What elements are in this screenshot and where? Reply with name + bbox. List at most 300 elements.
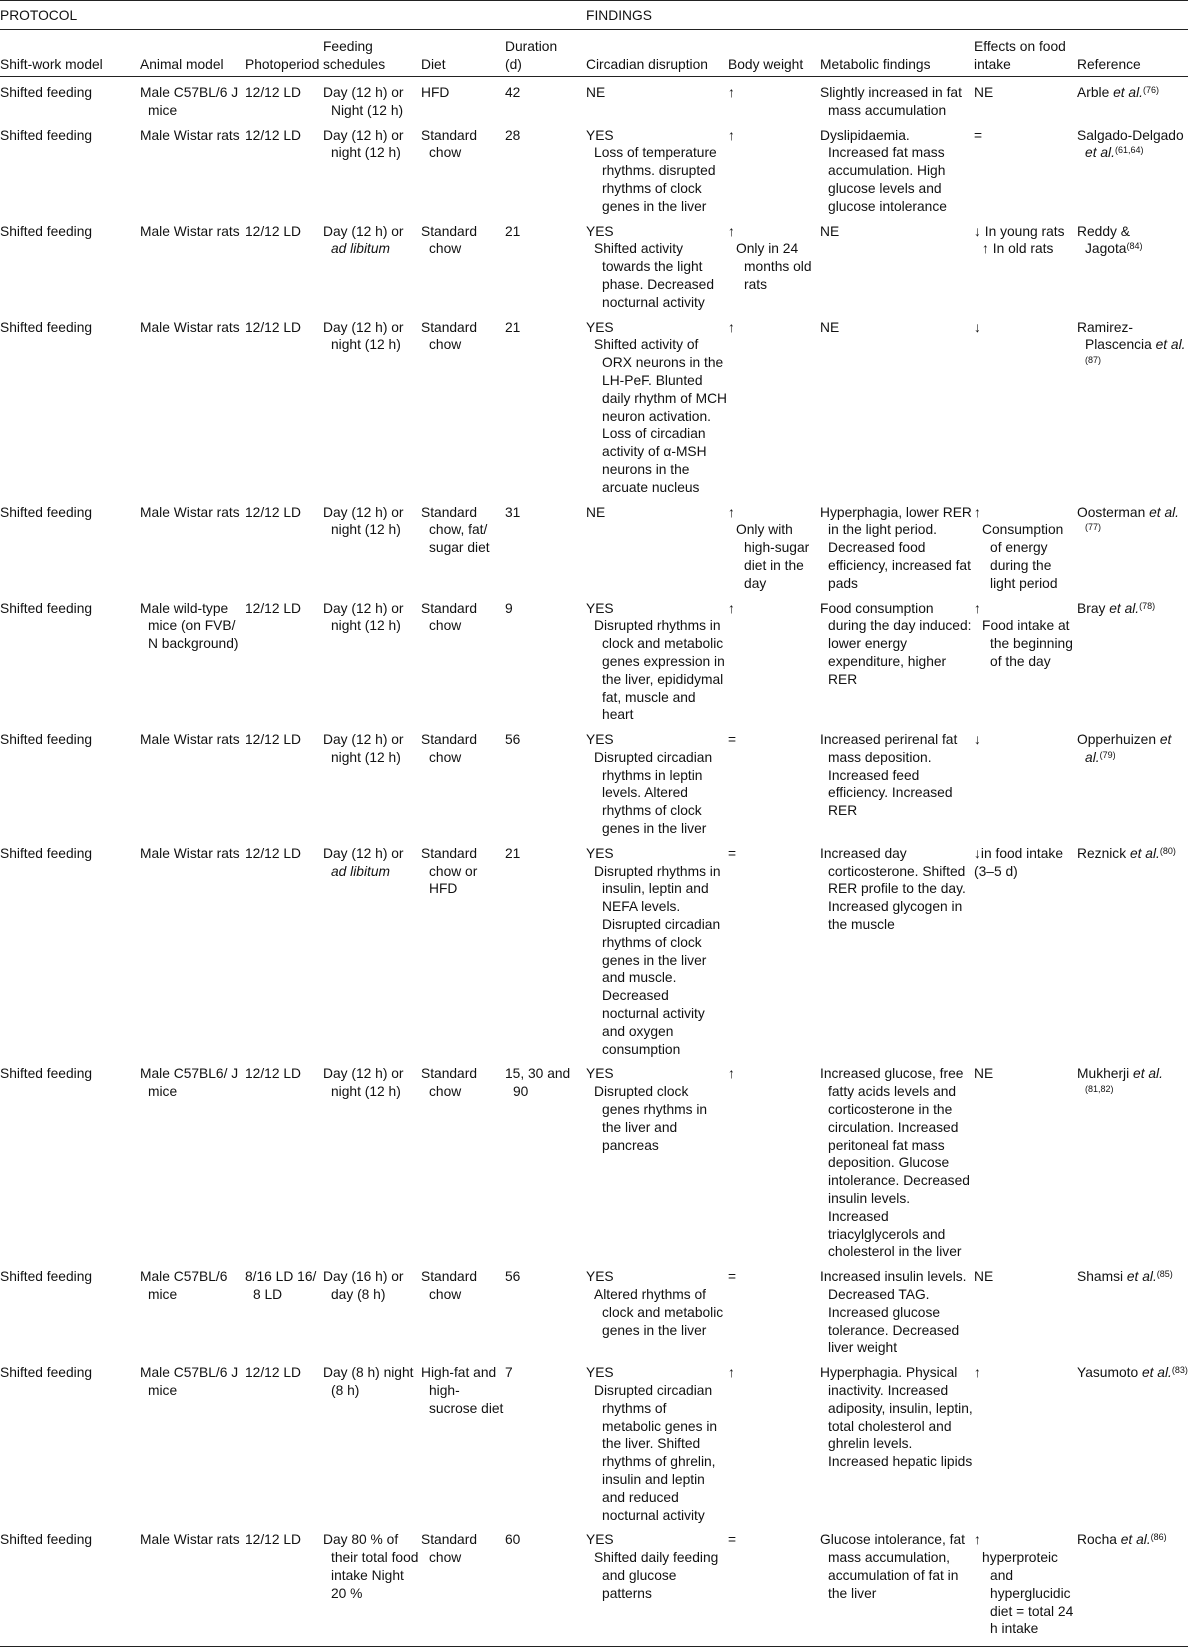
cell-photoperiod-text: 12/12 LD <box>245 1066 301 1082</box>
reference-citation: (79) <box>1099 749 1116 760</box>
cell-animal-text: Male Wistar rats <box>140 223 240 239</box>
reference-author: Yasumoto <box>1077 1365 1142 1381</box>
cell-body-weight <box>728 1058 820 1261</box>
cell-diet-text: Standard chow <box>421 223 477 257</box>
cell-diet-text: Standard chow <box>421 1532 477 1566</box>
cell-metabolic-text: Increased perirenal fat mass deposition. Increased feed efficiency. Increased RER <box>820 732 958 819</box>
cell-photoperiod-text: 12/12 LD <box>245 85 301 100</box>
cell-model-text: Shifted feeding <box>0 85 93 100</box>
reference-etal: et al. <box>1129 845 1160 861</box>
reference-author: Arble <box>1077 85 1114 100</box>
cell-food-intake-body: Food intake at the beginning of the day <box>982 618 1073 669</box>
cell-duration <box>505 312 576 497</box>
cell-duration-text: 21 <box>505 845 521 861</box>
cell-metabolic <box>820 497 974 593</box>
cell-animal-text: Male C57BL/6 J mice <box>140 85 239 118</box>
cell-metabolic <box>820 77 974 120</box>
cell-animal <box>140 1357 245 1524</box>
cell-model <box>0 497 140 593</box>
cell-photoperiod <box>245 77 323 120</box>
cell-metabolic <box>820 1058 974 1261</box>
cell-circadian <box>576 497 728 593</box>
reference-author: Oosterman <box>1077 504 1150 520</box>
reference-author: Rocha <box>1077 1532 1121 1548</box>
cell-food-intake <box>974 593 1077 725</box>
cell-circadian-body: Disrupted circadian rhythms of metabolic genes in the liver. Shifted rhythms of ghrelin, insulin and leptin and reduced nocturnal activity <box>594 1382 718 1523</box>
cell-feeding <box>323 1524 421 1646</box>
cell-metabolic-text: Hyperphagia. Physical inactivity. Increased adiposity, insulin, leptin, total cholesterol and ghrelin levels. Increased hepatic lipids <box>820 1365 973 1470</box>
cell-duration-text: 15, 30 and 90 <box>505 1066 571 1100</box>
cell-photoperiod-text: 12/12 LD <box>245 1365 301 1381</box>
cell-photoperiod <box>245 120 323 216</box>
cell-diet <box>421 724 505 838</box>
cell-body-weight <box>728 724 820 838</box>
cell-diet <box>421 838 505 1059</box>
cell-diet-text: Standard chow <box>421 1066 477 1100</box>
cell-circadian-body: Disrupted rhythms in insulin, leptin and NEFA levels. Disrupted circadian rhythms of clock genes in the liver and muscle. Decreased nocturnal activity and oxygen consumption <box>594 863 721 1057</box>
cell-body-weight <box>728 593 820 725</box>
cell-animal <box>140 724 245 838</box>
reference-etal: et al. <box>1126 1269 1157 1285</box>
col-photoperiod: Photoperiod <box>245 30 323 77</box>
reference-citation: (85) <box>1156 1269 1173 1280</box>
cell-model-text: Shifted feeding <box>0 1269 93 1285</box>
cell-duration-text: 28 <box>505 127 521 143</box>
cell-photoperiod-text: 12/12 LD <box>245 845 301 861</box>
feeding-italic: ad libitum <box>331 241 391 257</box>
reference-text <box>1077 600 1188 618</box>
reference-author: Ramirez-Plascencia <box>1077 319 1156 353</box>
cell-circadian <box>576 593 728 725</box>
cell-food-intake-head: ↓ <box>974 319 981 335</box>
cell-animal <box>140 497 245 593</box>
col-shift-work-model: Shift-work model <box>0 30 140 77</box>
cell-food-intake <box>974 216 1077 312</box>
cell-feeding-text: Day (16 h) or day (8 h) <box>323 1269 404 1302</box>
col-animal-model: Animal model <box>140 30 245 77</box>
cell-reference <box>1077 838 1188 1059</box>
cell-feeding <box>323 593 421 725</box>
cell-food-intake-head: ↓ <box>974 732 981 748</box>
cell-body-weight-head: ↑ <box>728 600 735 616</box>
cell-reference <box>1077 1058 1188 1261</box>
reference-etal: et al. <box>1149 504 1180 520</box>
reference-etal: et al. <box>1109 600 1140 616</box>
col-feeding-schedules: Feeding schedules <box>323 30 421 77</box>
reference-etal: et al. <box>1141 1365 1172 1381</box>
table-row <box>0 593 1188 725</box>
cell-body-weight <box>728 120 820 216</box>
cell-food-intake-head: ↑ <box>974 600 981 616</box>
table-row <box>0 216 1188 312</box>
cell-metabolic <box>820 724 974 838</box>
cell-metabolic-text: Slightly increased in fat mass accumulation <box>820 85 962 118</box>
cell-feeding <box>323 724 421 838</box>
cell-animal <box>140 1524 245 1646</box>
reference-author: Bray <box>1077 600 1110 616</box>
cell-circadian-body: Altered rhythms of clock and metabolic genes in the liver <box>594 1287 724 1338</box>
reference-text <box>1077 1531 1188 1549</box>
cell-circadian <box>576 1261 728 1357</box>
reference-text <box>1077 1268 1188 1286</box>
cell-circadian-body: Shifted daily feeding and glucose patterns <box>594 1550 719 1601</box>
cell-animal-text: Male wild-type mice (on FVB/ N background) <box>140 600 239 652</box>
cell-reference <box>1077 497 1188 593</box>
cell-metabolic-text: Glucose intolerance, fat mass accumulation, accumulation of fat in the liver <box>820 1532 965 1601</box>
cell-food-intake <box>974 497 1077 593</box>
cell-circadian-head: NE <box>586 85 606 100</box>
cell-duration <box>505 1357 576 1524</box>
reference-author: Mukherji <box>1077 1066 1134 1082</box>
cell-food-intake-body: hyperproteic and hyperglucidic diet = total 24 h intake <box>982 1550 1074 1637</box>
cell-metabolic <box>820 1524 974 1646</box>
cell-body-weight <box>728 1261 820 1357</box>
col-body-weight: Body weight <box>728 30 820 77</box>
cell-animal-text: Male Wistar rats <box>140 127 240 143</box>
cell-metabolic <box>820 1357 974 1524</box>
cell-feeding-text: Day (12 h) or night (12 h) <box>323 127 404 161</box>
cell-photoperiod <box>245 1357 323 1524</box>
cell-animal <box>140 593 245 725</box>
cell-body-weight-body: Only in 24 months old rats <box>736 241 812 292</box>
cell-feeding-text <box>323 845 421 881</box>
cell-duration-text: 7 <box>505 1365 513 1381</box>
cell-food-intake <box>974 1261 1077 1357</box>
cell-body-weight-head: ↑ <box>728 319 735 335</box>
cell-feeding <box>323 1357 421 1524</box>
cell-metabolic <box>820 120 974 216</box>
cell-diet-text: High-fat and high-sucrose diet <box>421 1365 504 1416</box>
cell-photoperiod <box>245 1524 323 1646</box>
cell-model-text: Shifted feeding <box>0 223 93 239</box>
cell-photoperiod <box>245 1058 323 1261</box>
cell-body-weight <box>728 77 820 120</box>
table-row <box>0 120 1188 216</box>
cell-diet-text: Standard chow <box>421 319 477 353</box>
cell-model-text: Shifted feeding <box>0 732 93 748</box>
col-circadian-disruption: Circadian disruption <box>576 30 728 77</box>
table-row <box>0 1357 1188 1524</box>
cell-diet-text: Standard chow <box>421 600 477 634</box>
reference-etal: et al. <box>1085 145 1115 161</box>
cell-body-weight <box>728 312 820 497</box>
reference-text <box>1077 319 1188 372</box>
cell-circadian-head: YES <box>586 1532 614 1548</box>
table-row <box>0 838 1188 1059</box>
cell-animal <box>140 1261 245 1357</box>
cell-circadian-head: YES <box>586 223 614 239</box>
cell-model <box>0 593 140 725</box>
cell-photoperiod-text: 8/16 LD 16/ 8 LD <box>245 1269 317 1302</box>
cell-animal <box>140 1058 245 1261</box>
cell-animal-text: Male C57BL/6 mice <box>140 1269 228 1302</box>
reference-etal: et al. <box>1085 732 1172 765</box>
cell-photoperiod-text: 12/12 LD <box>245 504 301 520</box>
cell-model-text: Shifted feeding <box>0 845 93 861</box>
cell-food-intake <box>974 1357 1077 1524</box>
cell-feeding-text: Day (12 h) or night (12 h) <box>323 319 404 353</box>
reference-author: Reznick <box>1077 845 1130 861</box>
cell-duration-text: 21 <box>505 223 521 239</box>
cell-duration <box>505 120 576 216</box>
cell-food-intake-head: ↑ <box>974 1365 981 1381</box>
cell-body-weight-body: Only with high-sugar diet in the day <box>736 522 810 591</box>
cell-circadian-body: Shifted activity of ORX neurons in the LH-PeF. Blunted daily rhythm of MCH neuron activation. Loss of circadian activity of α-MSH neurons in the arcuate nucleus <box>594 337 727 495</box>
reference-text <box>1077 223 1188 259</box>
cell-model-text: Shifted feeding <box>0 1365 93 1381</box>
cell-animal <box>140 216 245 312</box>
reference-text <box>1077 1364 1188 1382</box>
cell-body-weight-head: = <box>728 732 737 748</box>
cell-circadian-head: YES <box>586 1269 614 1285</box>
table-row <box>0 1261 1188 1357</box>
cell-duration <box>505 216 576 312</box>
cell-reference <box>1077 77 1188 120</box>
cell-circadian <box>576 312 728 497</box>
cell-circadian-head: YES <box>586 1365 614 1381</box>
cell-diet <box>421 120 505 216</box>
cell-body-weight <box>728 216 820 312</box>
cell-metabolic <box>820 593 974 725</box>
reference-text <box>1077 504 1188 540</box>
cell-animal-text: Male Wistar rats <box>140 1532 240 1548</box>
cell-photoperiod-text: 12/12 LD <box>245 127 301 143</box>
cell-metabolic <box>820 1261 974 1357</box>
cell-reference <box>1077 120 1188 216</box>
group-findings: FINDINGS <box>576 1 1188 30</box>
feeding-italic: ad libitum <box>331 863 391 879</box>
cell-circadian-head: YES <box>586 319 614 335</box>
cell-metabolic-text: Food consumption during the day induced: lower energy expenditure, higher RER <box>820 600 972 687</box>
cell-duration-text: 60 <box>505 1532 521 1548</box>
cell-duration <box>505 1058 576 1261</box>
cell-photoperiod <box>245 593 323 725</box>
table-row <box>0 724 1188 838</box>
col-duration: Duration (d) <box>505 30 576 77</box>
reference-citation: (76) <box>1143 85 1160 95</box>
cell-metabolic <box>820 216 974 312</box>
cell-food-intake-head: ↓in food intake (3–5 d) <box>974 845 1064 879</box>
table-row <box>0 1524 1188 1646</box>
cell-food-intake-head: ↓ In young rats <box>974 223 1065 239</box>
cell-photoperiod-text: 12/12 LD <box>245 600 301 616</box>
cell-body-weight-head: ↑ <box>728 504 735 520</box>
reference-etal: et al. <box>1155 337 1186 353</box>
cell-body-weight <box>728 497 820 593</box>
cell-model-text: Shifted feeding <box>0 1066 93 1082</box>
cell-metabolic-text: Hyperphagia, lower RER in the light period. Decreased food efficiency, increased fat pads <box>820 504 972 591</box>
cell-body-weight-head: ↑ <box>728 127 735 143</box>
cell-duration-text: 31 <box>505 504 521 520</box>
cell-circadian-body: Loss of temperature rhythms. disrupted rhythms of clock genes in the liver <box>594 145 717 214</box>
cell-model <box>0 838 140 1059</box>
cell-photoperiod <box>245 724 323 838</box>
cell-diet <box>421 312 505 497</box>
cell-diet-text: Standard chow <box>421 732 477 765</box>
reference-citation: (87) <box>1085 355 1102 366</box>
col-metabolic-findings: Metabolic findings <box>820 30 974 77</box>
reference-text <box>1077 84 1188 102</box>
reference-etal: et al. <box>1113 85 1143 100</box>
cell-diet <box>421 1524 505 1646</box>
cell-model <box>0 1524 140 1646</box>
cell-diet <box>421 1058 505 1261</box>
cell-photoperiod-text: 12/12 LD <box>245 223 301 239</box>
cell-body-weight-head: = <box>728 1269 737 1285</box>
cell-circadian-body: Shifted activity towards the light phase. Decreased nocturnal activity <box>594 241 715 310</box>
reference-citation: (61,64) <box>1114 145 1144 156</box>
cell-food-intake <box>974 77 1077 120</box>
cell-animal <box>140 312 245 497</box>
reference-citation: (77) <box>1085 522 1102 533</box>
cell-metabolic-text: Increased insulin levels. Decreased TAG. Increased glucose tolerance. Decreased liver weight <box>820 1269 967 1356</box>
cell-photoperiod <box>245 838 323 1059</box>
reference-text <box>1077 845 1188 863</box>
cell-animal <box>140 77 245 120</box>
cell-reference <box>1077 1524 1188 1646</box>
cell-photoperiod <box>245 1261 323 1357</box>
cell-circadian <box>576 120 728 216</box>
cell-model <box>0 724 140 838</box>
cell-body-weight-head: ↑ <box>728 1365 735 1381</box>
cell-duration-text: 9 <box>505 600 513 616</box>
cell-metabolic-text: Increased day corticosterone. Shifted RER profile to the day. Increased glycogen in the muscle <box>820 845 966 933</box>
feeding-text: Day (12 h) or <box>323 223 404 239</box>
col-diet: Diet <box>421 30 505 77</box>
cell-diet <box>421 593 505 725</box>
cell-duration-text: 21 <box>505 319 521 335</box>
group-protocol: PROTOCOL <box>0 1 576 30</box>
cell-circadian <box>576 77 728 120</box>
cell-circadian-body: Disrupted clock genes rhythms in the liver and pancreas <box>594 1084 708 1153</box>
cell-diet-text: HFD <box>421 85 450 100</box>
cell-diet-text: Standard chow <box>421 1269 477 1302</box>
cell-model <box>0 120 140 216</box>
cell-feeding-text: Day (8 h) night (8 h) <box>323 1365 414 1398</box>
cell-circadian-head: YES <box>586 600 614 616</box>
cell-feeding <box>323 216 421 312</box>
cell-circadian <box>576 1524 728 1646</box>
cell-feeding-text <box>323 223 421 259</box>
cell-diet-text: Standard chow, fat/ sugar diet <box>421 504 490 556</box>
cell-body-weight <box>728 1524 820 1646</box>
cell-circadian-body: Disrupted rhythms in clock and metabolic genes expression in the liver, epididymal fat, muscle and heart <box>594 618 725 723</box>
cell-circadian <box>576 838 728 1059</box>
cell-duration-text: 56 <box>505 1269 521 1285</box>
reference-etal: et al. <box>1120 1532 1151 1548</box>
reference-citation: (84) <box>1126 241 1143 252</box>
cell-feeding-text: Day (12 h) or night (12 h) <box>323 504 404 538</box>
cell-duration-text: 56 <box>505 732 521 748</box>
cell-food-intake-head: ↑ <box>974 504 981 520</box>
table-body <box>0 77 1188 1647</box>
reference-etal: et al. <box>1133 1066 1163 1082</box>
cell-food-intake-head: NE <box>974 1269 994 1285</box>
cell-body-weight-head: ↑ <box>728 223 735 239</box>
cell-circadian <box>576 724 728 838</box>
cell-animal <box>140 838 245 1059</box>
cell-reference <box>1077 724 1188 838</box>
cell-duration <box>505 724 576 838</box>
cell-photoperiod <box>245 312 323 497</box>
cell-feeding-text: Day 80 % of their total food intake Night 20 % <box>323 1532 419 1601</box>
reference-text <box>1077 1065 1188 1101</box>
cell-circadian-head: YES <box>586 732 614 748</box>
cell-feeding <box>323 312 421 497</box>
cell-circadian-head: YES <box>586 127 614 143</box>
cell-circadian-body: Disrupted circadian rhythms in leptin levels. Altered rhythms of clock genes in the liver <box>594 749 713 837</box>
cell-model <box>0 1357 140 1524</box>
cell-food-intake-head: ↑ <box>974 1532 981 1548</box>
cell-photoperiod-text: 12/12 LD <box>245 1532 301 1548</box>
cell-body-weight-head: = <box>728 1532 737 1548</box>
cell-photoperiod <box>245 497 323 593</box>
cell-reference <box>1077 593 1188 725</box>
col-reference: Reference <box>1077 30 1188 77</box>
cell-food-intake <box>974 724 1077 838</box>
reference-citation: (80) <box>1159 845 1176 856</box>
cell-food-intake-head: NE <box>974 85 994 100</box>
cell-circadian-head: YES <box>586 845 614 861</box>
cell-food-intake <box>974 120 1077 216</box>
cell-food-intake-body: Consumption of energy during the light period <box>982 522 1064 591</box>
cell-duration <box>505 593 576 725</box>
cell-duration <box>505 1261 576 1357</box>
reference-citation: (81,82) <box>1085 1084 1114 1095</box>
cell-feeding <box>323 1261 421 1357</box>
cell-metabolic <box>820 312 974 497</box>
cell-duration <box>505 77 576 120</box>
cell-circadian <box>576 1357 728 1524</box>
reference-citation: (83) <box>1171 1365 1188 1376</box>
cell-model <box>0 216 140 312</box>
cell-body-weight-head: ↑ <box>728 85 735 100</box>
cell-feeding-text: Day (12 h) or night (12 h) <box>323 732 404 765</box>
cell-diet <box>421 77 505 120</box>
cell-model <box>0 77 140 120</box>
reference-citation: (86) <box>1150 1532 1167 1543</box>
cell-reference <box>1077 1261 1188 1357</box>
cell-animal-text: Male C57BL/6 J mice <box>140 1365 239 1398</box>
table-row <box>0 312 1188 497</box>
cell-photoperiod-text: 12/12 LD <box>245 732 301 748</box>
cell-food-intake <box>974 312 1077 497</box>
cell-feeding <box>323 838 421 1059</box>
cell-diet-text: Standard chow <box>421 127 477 161</box>
cell-reference <box>1077 1357 1188 1524</box>
cell-duration <box>505 838 576 1059</box>
cell-animal-text: Male C57BL6/ J mice <box>140 1066 239 1100</box>
cell-model-text: Shifted feeding <box>0 504 93 520</box>
cell-feeding-text: Day (12 h) or Night (12 h) <box>323 85 404 118</box>
cell-feeding <box>323 1058 421 1261</box>
cell-animal <box>140 120 245 216</box>
cell-circadian-head: YES <box>586 1066 614 1082</box>
cell-body-weight <box>728 1357 820 1524</box>
cell-metabolic-text: Dyslipidaemia. Increased fat mass accumulation. High glucose levels and glucose intolerance <box>820 127 947 214</box>
cell-diet <box>421 1357 505 1524</box>
cell-duration <box>505 1524 576 1646</box>
cell-metabolic <box>820 838 974 1059</box>
cell-body-weight-head: ↑ <box>728 1066 735 1082</box>
cell-animal-text: Male Wistar rats <box>140 319 240 335</box>
reference-author: Opperhuizen <box>1077 732 1160 748</box>
cell-model-text: Shifted feeding <box>0 127 93 143</box>
cell-circadian-head: NE <box>586 504 606 520</box>
cell-model-text: Shifted feeding <box>0 319 93 335</box>
cell-feeding <box>323 497 421 593</box>
cell-feeding-text: Day (12 h) or night (12 h) <box>323 1066 404 1100</box>
